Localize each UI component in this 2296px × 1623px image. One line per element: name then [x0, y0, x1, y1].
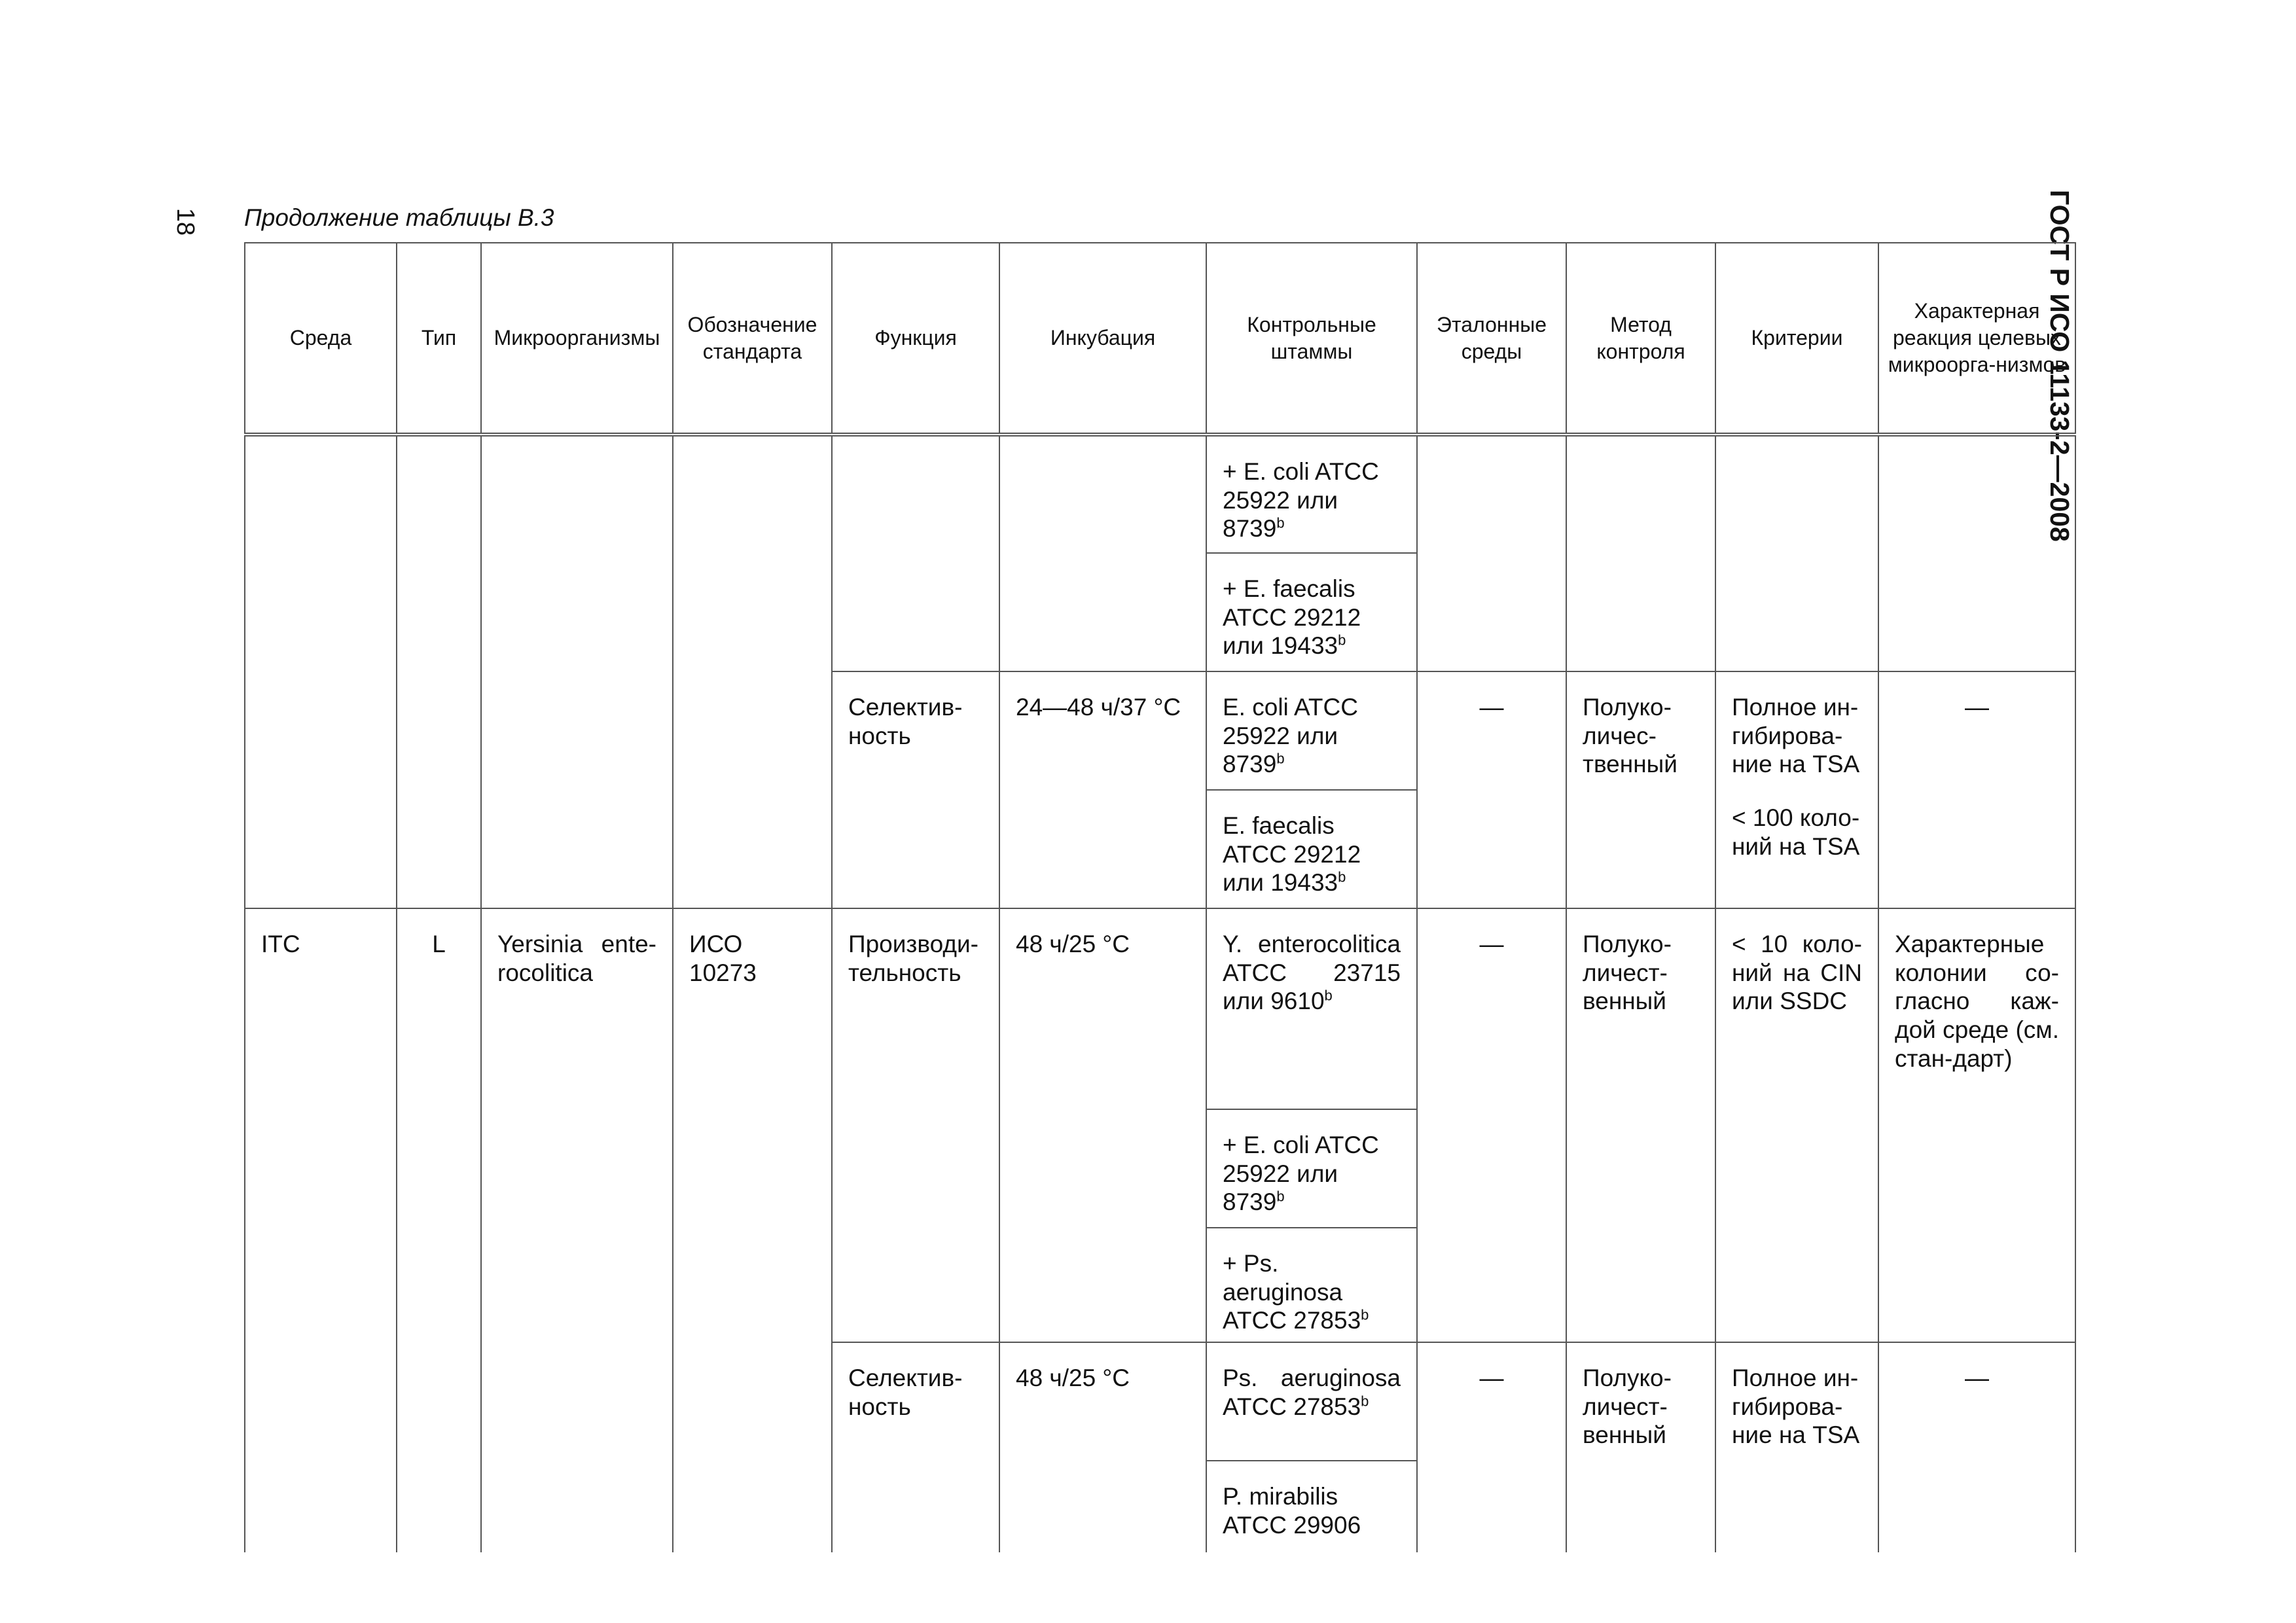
method-cell: Полуко-личест-венный — [1566, 1342, 1715, 1552]
table-caption: Продолжение таблицы B.3 — [244, 204, 554, 231]
header-cell: Критерии — [1715, 243, 1878, 435]
header-cell: Среда — [245, 243, 397, 435]
function-cell — [832, 435, 999, 671]
superscript: b — [1276, 750, 1285, 767]
strain-text: E. faecalis ATCC 29212 или 19433 — [1223, 812, 1361, 897]
superscript: b — [1276, 1188, 1285, 1205]
header-cell: Эталонные среды — [1417, 243, 1566, 435]
strain-cell — [1206, 1109, 1417, 1228]
method-cell: Полуко-личест-венный — [1566, 908, 1715, 1342]
strain-cell — [1206, 1342, 1417, 1461]
criteria-text: Полное ин-гибирова-ние на TSA — [1732, 694, 1860, 778]
method-cell — [1566, 435, 1715, 671]
function-cell: Селектив-ность — [832, 1342, 999, 1552]
strain-cell — [1206, 1461, 1417, 1552]
reference-cell — [1417, 435, 1566, 671]
criteria-cell: Полное ин-гибирова-ние на TSA — [1715, 1342, 1878, 1552]
strain-text: + Ps. aeruginosa ATCC 27853 — [1223, 1250, 1361, 1334]
function-cell: Производи-тельность — [832, 908, 999, 1342]
type-cell — [397, 435, 481, 908]
header-row — [245, 243, 2075, 435]
superscript: b — [1324, 987, 1333, 1004]
header-cell: Обозначение стандарта — [673, 243, 832, 435]
header-cell: Тип — [397, 243, 481, 435]
header-cell: Контрольные штаммы — [1206, 243, 1417, 435]
reaction-cell: — — [1878, 1342, 2075, 1552]
reaction-cell: Характерные колонии со-гласно каж-дой среде (см. стан-дарт) — [1878, 908, 2075, 1342]
header-cell: Функция — [832, 243, 999, 435]
page-number: 18 — [171, 207, 200, 236]
reference-cell: — — [1417, 1342, 1566, 1552]
strain-text: Y. enterocolitica ATCC 23715 или 9610 — [1223, 931, 1401, 1015]
function-cell: Селектив-ность — [832, 671, 999, 908]
reaction-cell: — — [1878, 671, 2075, 908]
medium-cell — [245, 435, 397, 908]
reaction-cell — [1878, 435, 2075, 671]
criteria-cell — [1715, 671, 1878, 908]
incubation-cell — [999, 435, 1206, 671]
incubation-cell: 48 ч/25 °C — [999, 908, 1206, 1342]
strain-text: + E. coli ATCC 25922 или 8739 — [1223, 1132, 1379, 1216]
table-row — [245, 435, 2075, 553]
header-cell: Метод контроля — [1566, 243, 1715, 435]
organism-cell — [481, 435, 673, 908]
header-cell: Инкубация — [999, 243, 1206, 435]
criteria-cell: < 10 коло-ний на CIN или SSDC — [1715, 908, 1878, 1342]
reference-cell: — — [1417, 671, 1566, 908]
criteria-text: < 100 коло-ний на TSA — [1732, 804, 1860, 860]
strain-cell — [1206, 908, 1417, 1109]
incubation-cell: 48 ч/25 °C — [999, 1342, 1206, 1552]
strain-cell — [1206, 553, 1417, 671]
document-id-text: ГОСТ Р ИСО 11133-2—2008 — [2045, 190, 2075, 542]
standard-cell — [673, 435, 832, 908]
incubation-cell: 24—48 ч/37 °C — [999, 671, 1206, 908]
strain-text: Ps. aeruginosa ATCC 27853 — [1223, 1364, 1401, 1420]
medium-cell: ITC — [245, 908, 397, 1552]
strain-cell — [1206, 790, 1417, 908]
strain-text: P. mirabilis ATCC 29906 — [1223, 1482, 1361, 1539]
strain-text: + E. coli ATCC 25922 или 8739 — [1223, 458, 1379, 543]
strain-cell — [1206, 1228, 1417, 1342]
strain-cell — [1206, 435, 1417, 553]
table-row — [245, 908, 2075, 1109]
superscript: b — [1338, 868, 1346, 885]
strain-text: + E. faecalis ATCC 29212 или 19433 — [1223, 575, 1361, 660]
data-table — [244, 242, 2076, 1552]
superscript: b — [1361, 1306, 1369, 1323]
criteria-cell — [1715, 435, 1878, 671]
reference-cell: — — [1417, 908, 1566, 1342]
type-cell: L — [397, 908, 481, 1552]
superscript: b — [1338, 632, 1346, 649]
standard-cell: ИСО 10273 — [673, 908, 832, 1552]
header-cell: Микроорганизмы — [481, 243, 673, 435]
organism-cell: Yersinia ente-rocolitica — [481, 908, 673, 1552]
header-cell: Характерная реакция целевых микроорга-низмов — [1878, 243, 2075, 435]
method-cell: Полуко-личес-твенный — [1566, 671, 1715, 908]
superscript: b — [1361, 1393, 1369, 1410]
strain-cell — [1206, 671, 1417, 790]
superscript: b — [1276, 514, 1285, 531]
strain-text: E. coli ATCC 25922 или 8739 — [1223, 694, 1358, 778]
